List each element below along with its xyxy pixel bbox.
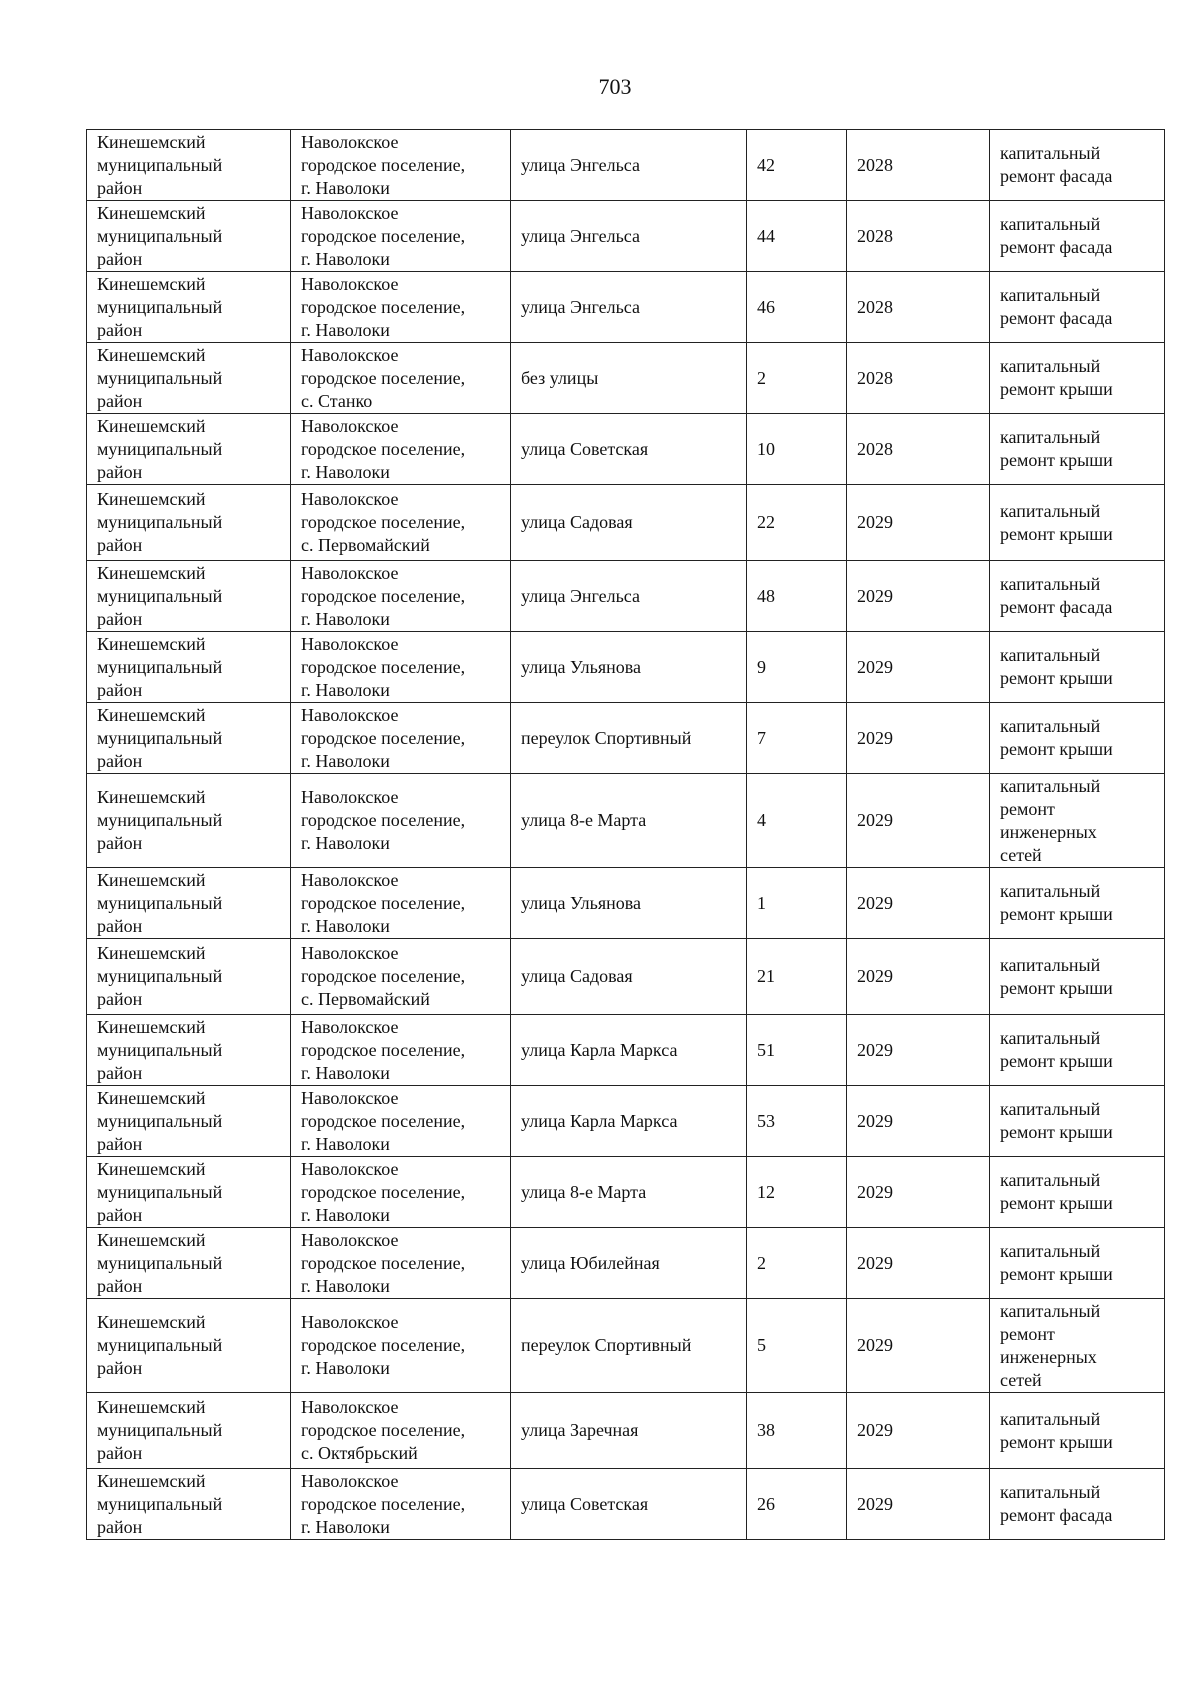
table-row — [87, 1157, 1165, 1228]
work-type-cell: капитальный ремонт фасада — [990, 1469, 1165, 1540]
table-row — [87, 1393, 1165, 1469]
table-row — [87, 201, 1165, 272]
table-row — [87, 939, 1165, 1015]
district-cell: Кинешемский муниципальный район — [87, 130, 291, 201]
work-type-cell: капитальный ремонт крыши — [990, 1086, 1165, 1157]
table-row — [87, 561, 1165, 632]
page-number: 703 — [598, 74, 632, 99]
street-cell: улица Садовая — [511, 939, 747, 1015]
house-number-cell: 10 — [747, 414, 847, 485]
settlement-cell: Наволокское городское поселение, г. Наволоки — [291, 414, 511, 485]
house-number-cell: 21 — [747, 939, 847, 1015]
table-row — [87, 774, 1165, 868]
street-cell: улица Энгельса — [511, 561, 747, 632]
street-cell: улица Энгельса — [511, 130, 747, 201]
work-type-cell: капитальный ремонт крыши — [990, 485, 1165, 561]
district-cell: Кинешемский муниципальный район — [87, 1086, 291, 1157]
table-row — [87, 1299, 1165, 1393]
table-row — [87, 703, 1165, 774]
year-cell: 2029 — [847, 485, 990, 561]
street-cell: улица Садовая — [511, 485, 747, 561]
year-cell: 2028 — [847, 414, 990, 485]
table-row — [87, 414, 1165, 485]
work-type-cell: капитальный ремонт крыши — [990, 343, 1165, 414]
street-cell: улица Юбилейная — [511, 1228, 747, 1299]
work-type-cell: капитальный ремонт фасада — [990, 201, 1165, 272]
street-cell: улица Карла Маркса — [511, 1015, 747, 1086]
year-cell: 2029 — [847, 1469, 990, 1540]
year-cell: 2029 — [847, 632, 990, 703]
settlement-cell: Наволокское городское поселение, г. Наволоки — [291, 1015, 511, 1086]
street-cell: улица Ульянова — [511, 632, 747, 703]
work-type-cell: капитальный ремонт фасада — [990, 130, 1165, 201]
house-number-cell: 46 — [747, 272, 847, 343]
year-cell: 2029 — [847, 1157, 990, 1228]
district-cell: Кинешемский муниципальный район — [87, 868, 291, 939]
year-cell: 2029 — [847, 868, 990, 939]
work-type-cell: капитальный ремонт крыши — [990, 703, 1165, 774]
street-cell: улица Заречная — [511, 1393, 747, 1469]
settlement-cell: Наволокское городское поселение, с. Станко — [291, 343, 511, 414]
year-cell: 2029 — [847, 1015, 990, 1086]
district-cell: Кинешемский муниципальный район — [87, 1469, 291, 1540]
house-number-cell: 4 — [747, 774, 847, 868]
settlement-cell: Наволокское городское поселение, г. Наволоки — [291, 561, 511, 632]
table-row — [87, 272, 1165, 343]
work-type-cell: капитальный ремонт инженерных сетей — [990, 774, 1165, 868]
work-type-cell: капитальный ремонт фасада — [990, 272, 1165, 343]
street-cell: улица 8-е Марта — [511, 1157, 747, 1228]
settlement-cell: Наволокское городское поселение, г. Наволоки — [291, 1299, 511, 1393]
street-cell: улица Энгельса — [511, 272, 747, 343]
work-type-cell: капитальный ремонт фасада — [990, 561, 1165, 632]
year-cell: 2028 — [847, 343, 990, 414]
year-cell: 2029 — [847, 939, 990, 1015]
house-number-cell: 5 — [747, 1299, 847, 1393]
house-number-cell: 26 — [747, 1469, 847, 1540]
table-row — [87, 1015, 1165, 1086]
table-row — [87, 130, 1165, 201]
street-cell: улица Ульянова — [511, 868, 747, 939]
house-number-cell: 2 — [747, 343, 847, 414]
settlement-cell: Наволокское городское поселение, г. Наволоки — [291, 774, 511, 868]
district-cell: Кинешемский муниципальный район — [87, 485, 291, 561]
house-number-cell: 1 — [747, 868, 847, 939]
district-cell: Кинешемский муниципальный район — [87, 1157, 291, 1228]
district-cell: Кинешемский муниципальный район — [87, 343, 291, 414]
settlement-cell: Наволокское городское поселение, с. Первомайский — [291, 485, 511, 561]
year-cell: 2029 — [847, 774, 990, 868]
district-cell: Кинешемский муниципальный район — [87, 561, 291, 632]
settlement-cell: Наволокское городское поселение, г. Наволоки — [291, 130, 511, 201]
year-cell: 2028 — [847, 130, 990, 201]
year-cell: 2028 — [847, 272, 990, 343]
settlement-cell: Наволокское городское поселение, г. Наволоки — [291, 1228, 511, 1299]
work-type-cell: капитальный ремонт крыши — [990, 1015, 1165, 1086]
work-type-cell: капитальный ремонт инженерных сетей — [990, 1299, 1165, 1393]
street-cell: улица 8-е Марта — [511, 774, 747, 868]
house-number-cell: 22 — [747, 485, 847, 561]
table-row — [87, 485, 1165, 561]
street-cell: улица Энгельса — [511, 201, 747, 272]
settlement-cell: Наволокское городское поселение, г. Наволоки — [291, 201, 511, 272]
house-number-cell: 42 — [747, 130, 847, 201]
settlement-cell: Наволокское городское поселение, г. Наволоки — [291, 272, 511, 343]
table-row — [87, 632, 1165, 703]
settlement-cell: Наволокское городское поселение, г. Наволоки — [291, 632, 511, 703]
district-cell: Кинешемский муниципальный район — [87, 632, 291, 703]
street-cell: улица Советская — [511, 1469, 747, 1540]
settlement-cell: Наволокское городское поселение, с. Первомайский — [291, 939, 511, 1015]
repair-schedule-table — [86, 129, 1165, 1540]
table-row — [87, 1469, 1165, 1540]
work-type-cell: капитальный ремонт крыши — [990, 632, 1165, 703]
district-cell: Кинешемский муниципальный район — [87, 1228, 291, 1299]
table-row — [87, 1228, 1165, 1299]
district-cell: Кинешемский муниципальный район — [87, 939, 291, 1015]
year-cell: 2029 — [847, 703, 990, 774]
district-cell: Кинешемский муниципальный район — [87, 774, 291, 868]
year-cell: 2029 — [847, 1228, 990, 1299]
house-number-cell: 7 — [747, 703, 847, 774]
district-cell: Кинешемский муниципальный район — [87, 1015, 291, 1086]
work-type-cell: капитальный ремонт крыши — [990, 1393, 1165, 1469]
work-type-cell: капитальный ремонт крыши — [990, 1228, 1165, 1299]
street-cell: улица Карла Маркса — [511, 1086, 747, 1157]
work-type-cell: капитальный ремонт крыши — [990, 868, 1165, 939]
house-number-cell: 51 — [747, 1015, 847, 1086]
year-cell: 2029 — [847, 1393, 990, 1469]
street-cell: улица Советская — [511, 414, 747, 485]
year-cell: 2029 — [847, 1086, 990, 1157]
house-number-cell: 9 — [747, 632, 847, 703]
work-type-cell: капитальный ремонт крыши — [990, 414, 1165, 485]
settlement-cell: Наволокское городское поселение, г. Наволоки — [291, 868, 511, 939]
work-type-cell: капитальный ремонт крыши — [990, 939, 1165, 1015]
house-number-cell: 44 — [747, 201, 847, 272]
house-number-cell: 12 — [747, 1157, 847, 1228]
district-cell: Кинешемский муниципальный район — [87, 272, 291, 343]
settlement-cell: Наволокское городское поселение, г. Наволоки — [291, 1157, 511, 1228]
house-number-cell: 48 — [747, 561, 847, 632]
year-cell: 2029 — [847, 561, 990, 632]
settlement-cell: Наволокское городское поселение, г. Наволоки — [291, 1469, 511, 1540]
district-cell: Кинешемский муниципальный район — [87, 414, 291, 485]
street-cell: переулок Спортивный — [511, 1299, 747, 1393]
table-row — [87, 343, 1165, 414]
house-number-cell: 2 — [747, 1228, 847, 1299]
year-cell: 2028 — [847, 201, 990, 272]
table-row — [87, 1086, 1165, 1157]
district-cell: Кинешемский муниципальный район — [87, 1299, 291, 1393]
street-cell: без улицы — [511, 343, 747, 414]
district-cell: Кинешемский муниципальный район — [87, 201, 291, 272]
district-cell: Кинешемский муниципальный район — [87, 703, 291, 774]
house-number-cell: 53 — [747, 1086, 847, 1157]
settlement-cell: Наволокское городское поселение, г. Наволоки — [291, 703, 511, 774]
year-cell: 2029 — [847, 1299, 990, 1393]
street-cell: переулок Спортивный — [511, 703, 747, 774]
table-row — [87, 868, 1165, 939]
settlement-cell: Наволокское городское поселение, с. Октябрьский — [291, 1393, 511, 1469]
house-number-cell: 38 — [747, 1393, 847, 1469]
work-type-cell: капитальный ремонт крыши — [990, 1157, 1165, 1228]
district-cell: Кинешемский муниципальный район — [87, 1393, 291, 1469]
settlement-cell: Наволокское городское поселение, г. Наволоки — [291, 1086, 511, 1157]
